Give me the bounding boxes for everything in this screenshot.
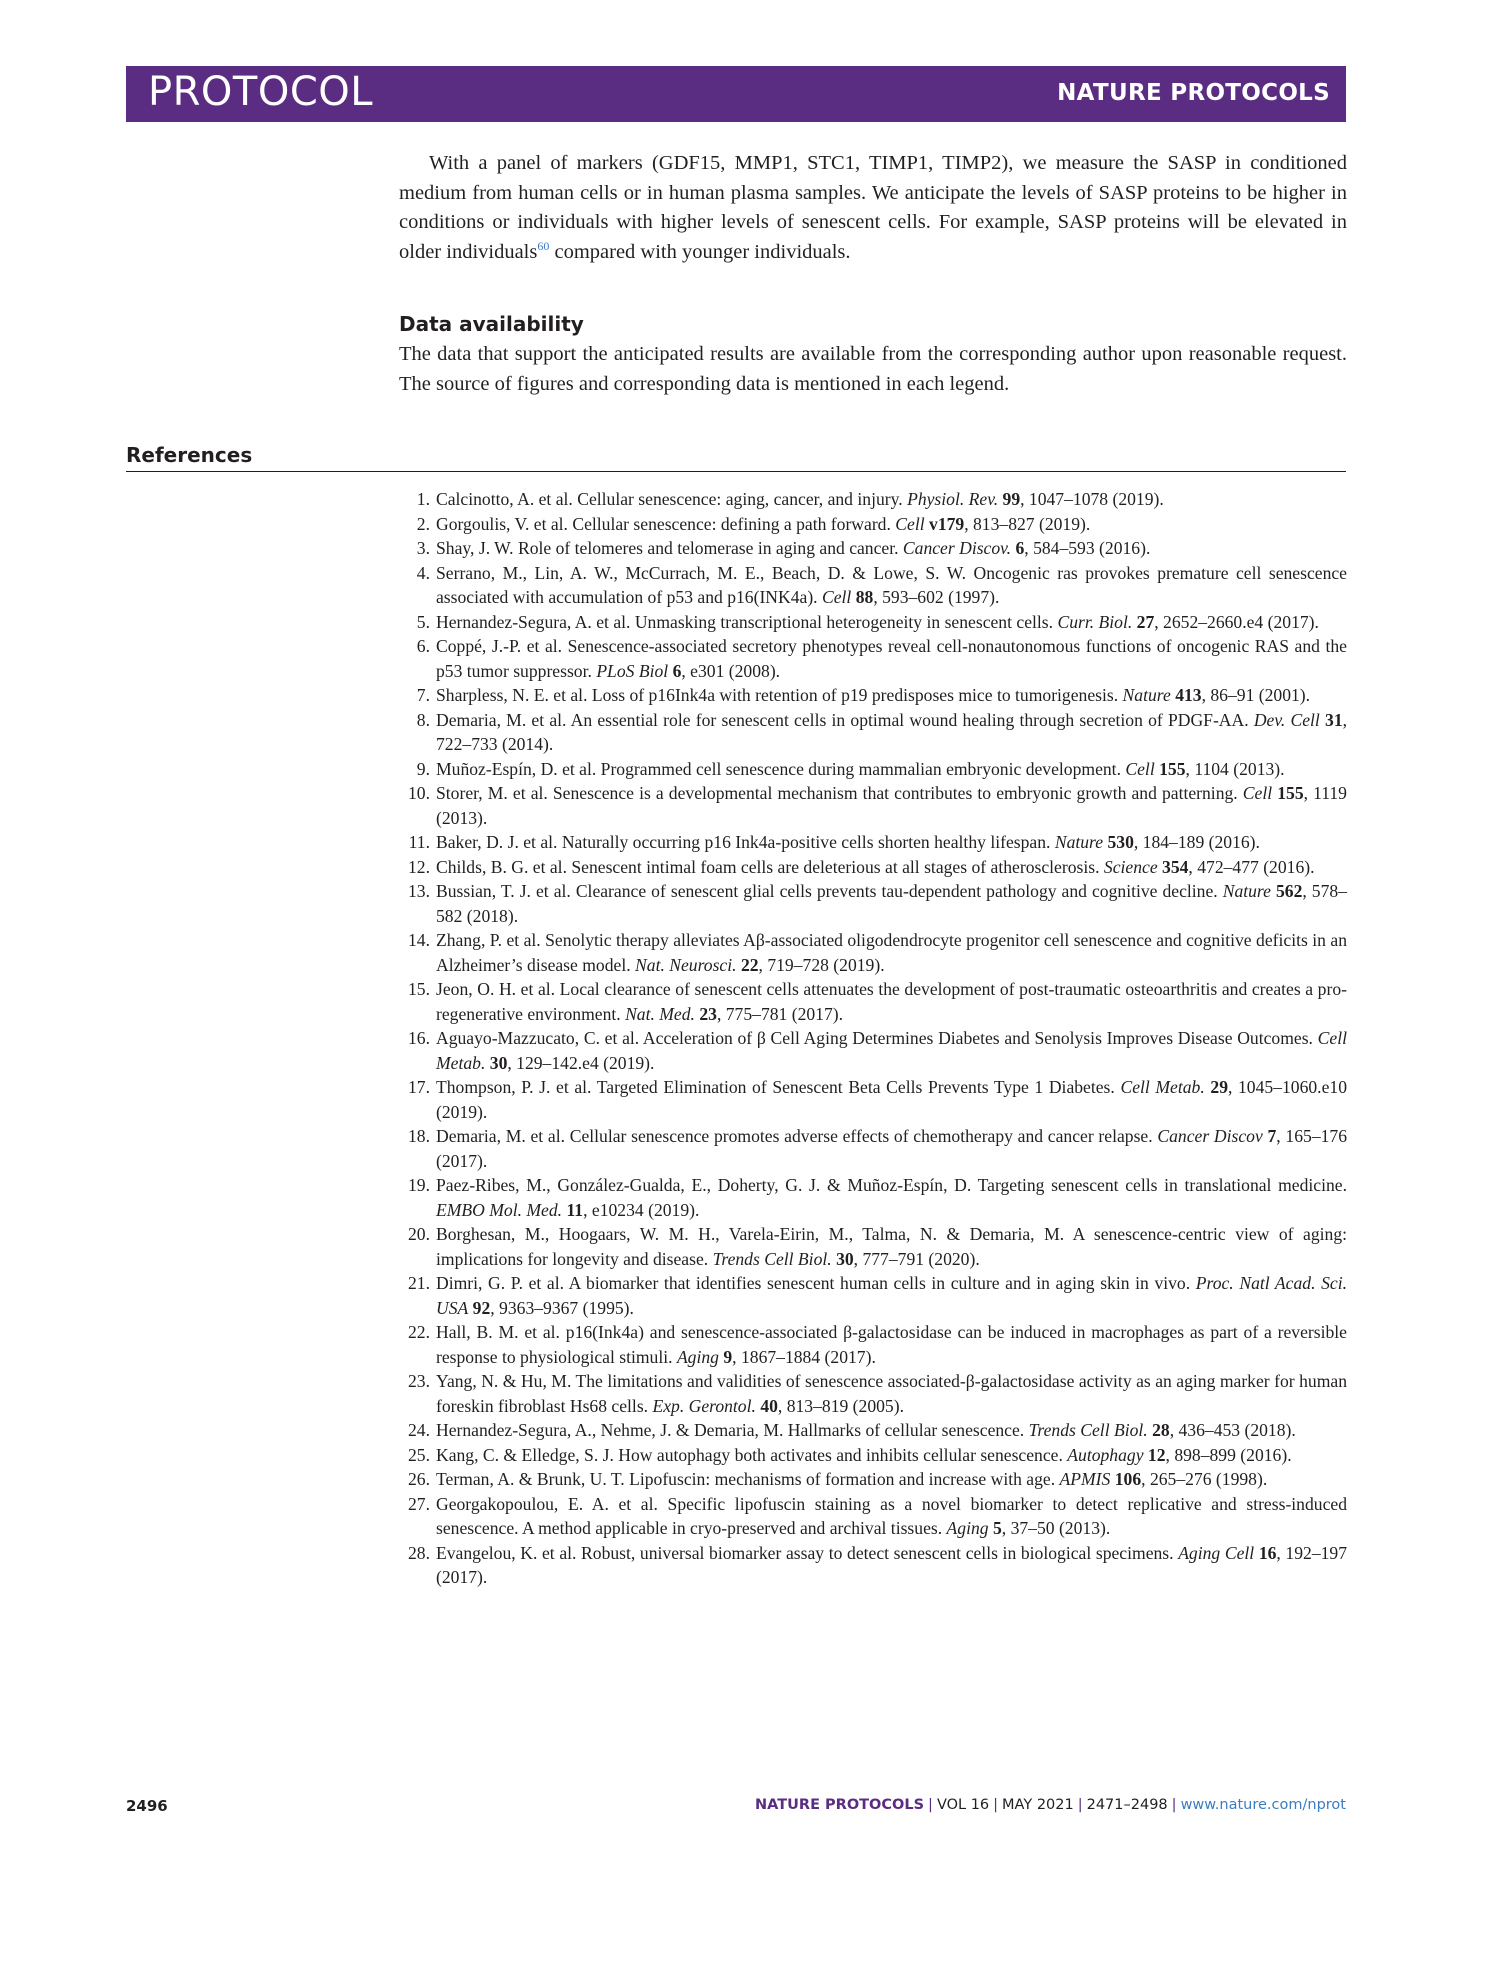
reference-journal: Autophagy [1067,1444,1144,1465]
reference-pages: , 86–91 (2001). [1201,685,1311,705]
reference-number: 22. [408,1322,430,1342]
reference-item [399,1026,1347,1075]
reference-item [399,1443,1347,1468]
reference-journal: Nature [1054,832,1104,852]
reference-number: 16. [408,1028,430,1048]
reference-volume: 29 [1210,1077,1228,1097]
references-heading: References [126,443,253,467]
reference-pages: , 1119 (2013). [436,783,1347,828]
reference-number: 6. [416,636,430,656]
reference-volume: 22 [740,954,759,975]
reference-text: Shay, J. W. Role of telomeres and telomerase in aging and cancer. [436,538,899,558]
reference-journal: Aging [676,1346,719,1367]
reference-journal: Proc. Natl Acad. Sci. USA [436,1273,1347,1318]
reference-volume: 413 [1175,685,1202,705]
reference-number: 9. [416,758,430,779]
reference-journal: PLoS Biol [596,660,669,681]
reference-number: 10. [408,783,430,803]
header-banner [126,66,1346,122]
reference-pages: , 722–733 (2014). [436,709,1348,754]
reference-text: Georgakopoulou, E. A. et al. Specific lipofuscin staining as a novel biomarker to detect replicative and stress-induced senescence. A method applicable in cryo-preserved and archival tissues. [436,1493,1347,1538]
reference-number: 23. [408,1371,430,1391]
reference-text: Jeon, O. H. et al. Local clearance of senescent cells attenuates the development of post-traumatic osteoarthritis and creates a pro-regenerative environment. [436,979,1347,1024]
reference-text: Yang, N. & Hu, M. The limitations and validities of senescence associated-β-galactosidase activity as an aging marker for human foreskin fibroblast Hs68 cells. [436,1371,1347,1416]
reference-journal: Nat. Neurosci. [635,954,737,975]
reference-item [399,1075,1347,1124]
reference-journal: APMIS [1059,1469,1111,1489]
reference-pages: , 593–602 (1997). [873,587,1000,607]
reference-journal: Dev. Cell [1253,709,1320,730]
reference-volume: 12 [1147,1444,1166,1465]
reference-pages: , 129–142.e4 (2019). [507,1052,655,1073]
reference-item [399,1369,1347,1418]
reference-text: Hall, B. M. et al. p16(Ink4a) and senescence-associated β-galactosidase can be induced in macrophages as part of a reversible response to physiological stimuli. [436,1322,1347,1367]
reference-volume: 28 [1152,1420,1170,1440]
reference-volume: 562 [1275,881,1303,901]
reference-text: Childs, B. G. et al. Senescent intimal foam cells are deleterious at all stages of atherosclerosis. [436,856,1100,877]
reference-item [399,1124,1347,1173]
reference-text: Hernandez-Segura, A. et al. Unmasking transcriptional heterogeneity in senescent cells. [436,611,1054,632]
reference-item [399,1418,1347,1443]
reference-item [399,512,1347,537]
reference-pages: , 436–453 (2018). [1169,1420,1296,1440]
reference-text: Aguayo-Mazzucato, C. et al. Acceleration of β Cell Aging Determines Diabetes and Senolysis Improves Disease Outcomes. [436,1028,1313,1048]
reference-pages: , 1104 (2013). [1185,758,1285,779]
reference-journal: Science [1103,856,1158,877]
reference-number: 15. [408,979,430,999]
reference-item [399,1271,1347,1320]
reference-volume: 530 [1107,832,1134,852]
reference-volume: 30 [836,1248,854,1269]
reference-text: Sharpless, N. E. et al. Loss of p16Ink4a with retention of p19 predisposes mice to tumorigenesis. [436,685,1119,705]
reference-text: Storer, M. et al. Senescence is a developmental mechanism that contributes to embryonic growth and patterning. [436,783,1238,803]
reference-item [399,1320,1347,1369]
reference-pages: , 265–276 (1998). [1141,1469,1268,1489]
reference-text: Muñoz-Espín, D. et al. Programmed cell senescence during mammalian embryonic development. [436,758,1121,779]
reference-item [399,781,1347,830]
reference-pages: , 2652–2660.e4 (2017). [1154,611,1319,632]
reference-journal: EMBO Mol. Med. [436,1199,563,1220]
reference-volume: 6 [1015,538,1025,558]
reference-volume: 7 [1267,1126,1277,1146]
reference-volume: 5 [992,1518,1002,1538]
reference-volume: 99 [1002,489,1021,509]
reference-pages: , 165–176 (2017). [436,1126,1347,1171]
reference-volume: 9 [723,1346,733,1367]
reference-text: Baker, D. J. et al. Naturally occurring p16 Ink4a-positive cells shorten healthy lifespan. [436,832,1051,852]
reference-text: Terman, A. & Brunk, U. T. Lipofuscin: mechanisms of formation and increase with age. [436,1469,1056,1489]
reference-text: Gorgoulis, V. et al. Cellular senescence: defining a path forward. [436,513,891,534]
reference-pages: , 584–593 (2016). [1024,538,1151,558]
reference-number: 1. [416,489,430,509]
reference-text: Kang, C. & Elledge, S. J. How autophagy both activates and inhibits cellular senescence. [436,1444,1063,1465]
reference-journal: Cancer Discov [1157,1126,1263,1146]
reference-volume: 354 [1162,856,1189,877]
reference-number: 11. [408,832,430,852]
reference-number: 7. [416,685,430,705]
reference-journal: Exp. Gerontol. [652,1395,756,1416]
reference-volume: 11 [566,1199,584,1220]
reference-volume: 92 [472,1297,491,1318]
reference-item [399,1173,1347,1222]
reference-volume: 6 [672,660,682,681]
reference-text: Demaria, M. et al. An essential role for senescent cells in optimal wound healing through secretion of PDGF-AA. [436,709,1249,730]
reference-item [399,610,1347,635]
reference-item [399,536,1347,561]
reference-pages: , 192–197 (2017). [436,1542,1348,1587]
reference-text: Paez-Ribes, M., González-Gualda, E., Doherty, G. J. & Muñoz-Espín, D. Targeting senescent cells in translational medicine. [436,1175,1347,1195]
reference-pages: , 1045–1060.e10 (2019). [436,1077,1347,1122]
reference-number: 2. [416,513,430,534]
reference-number: 26. [408,1469,430,1489]
journal-name-label: NATURE PROTOCOLS [1057,80,1330,106]
reference-pages: , 777–791 (2020). [853,1248,980,1269]
reference-number: 14. [408,930,430,950]
reference-item [399,928,1347,977]
reference-journal: Nature [1122,685,1171,705]
reference-item [399,683,1347,708]
reference-item [399,634,1347,683]
reference-pages: , 37–50 (2013). [1001,1518,1111,1538]
reference-item [399,1467,1347,1492]
reference-volume: 106 [1114,1469,1142,1489]
reference-journal: Curr. Biol. [1057,611,1133,632]
reference-number: 20. [408,1224,430,1244]
reference-number: 24. [408,1420,430,1440]
reference-journal: Cancer Discov. [902,538,1012,558]
reference-number: 21. [408,1273,430,1293]
reference-journal: Trends Cell Biol. [1028,1420,1148,1440]
reference-journal: Trends Cell Biol. [712,1248,832,1269]
data-availability-text: The data that support the anticipated results are available from the corresponding author upon reasonable request. The source of figures and corresponding data is mentioned in each legend. [399,343,1347,395]
reference-number: 12. [408,856,430,877]
reference-item [399,1222,1347,1271]
reference-pages: , 898–899 (2016). [1165,1444,1292,1465]
reference-journal: Cell Metab. [436,1028,1347,1073]
citation-link[interactable]: 60 [537,238,550,253]
reference-journal: Cell [821,587,852,607]
intro-paragraph: With a panel of markers (GDF15, MMP1, STC1, TIMP1, TIMP2), we measure the SASP in conditioned medium from human cells or in human plasma samples. We anticipate the levels of SASP proteins to be higher in conditions or individuals with higher levels of senescent cells. For example, SASP proteins will be elevated in older individuals$^{60}$ compared with younger individuals. [399,152,1347,263]
reference-pages: , 813–827 (2019). [964,513,1091,534]
reference-text: Calcinotto, A. et al. Cellular senescence: aging, cancer, and injury. [436,489,903,509]
reference-text: Dimri, G. P. et al. A biomarker that identifies senescent human cells in culture and in aging skin in vivo. [436,1273,1191,1293]
reference-volume: 155 [1159,758,1186,779]
reference-item [399,830,1347,855]
reference-text: Zhang, P. et al. Senolytic therapy alleviates Aβ-associated oligodendrocyte progenitor cell senescence and cognitive deficits in an Alzheimer’s disease model. [436,930,1347,975]
reference-volume: 30 [489,1052,508,1073]
reference-item [399,561,1347,610]
reference-number: 27. [408,1493,430,1514]
reference-pages: , 9363–9367 (1995). [490,1297,634,1318]
reference-pages: , e301 (2008). [681,660,781,681]
reference-volume: 27 [1136,611,1155,632]
reference-number: 19. [408,1175,430,1195]
reference-pages: , 719–728 (2019). [758,954,885,975]
reference-volume: v179 [929,513,965,534]
reference-volume: 155 [1277,783,1304,803]
reference-journal: Aging [946,1518,989,1538]
references-divider [126,471,1346,472]
reference-journal: Nature [1222,881,1271,901]
reference-item [399,977,1347,1026]
reference-pages: , 578–582 (2018). [436,881,1347,926]
reference-text: Bussian, T. J. et al. Clearance of senescent glial cells prevents tau-dependent pathology and cognitive decline. [436,881,1218,901]
reference-number: 25. [408,1444,430,1465]
reference-item [399,708,1347,757]
reference-volume: 23 [699,1003,717,1024]
reference-text: Hernandez-Segura, A., Nehme, J. & Demaria, M. Hallmarks of cellular senescence. [436,1420,1025,1440]
reference-volume: 16 [1258,1542,1277,1563]
reference-text: Borghesan, M., Hoogaars, W. M. H., Varela-Eirin, M., Talma, N. & Demaria, M. A senescence-centric view of aging: implications for longevity and disease. [436,1224,1347,1269]
reference-number: 18. [408,1126,430,1146]
reference-journal: Cell Metab. [1120,1077,1205,1097]
reference-volume: 40 [760,1395,778,1416]
footer-pages: 2471–2498 [1086,1797,1168,1813]
reference-journal: Cell [1242,783,1273,803]
reference-item [399,1492,1347,1541]
reference-number: 4. [416,562,430,583]
footer-volume: VOL 16 [936,1797,990,1813]
reference-pages: , 1867–1884 (2017). [732,1346,876,1367]
reference-volume: 31 [1325,709,1343,730]
reference-journal: Nat. Med. [625,1003,695,1024]
reference-text: Serrano, M., Lin, A. W., McCurrach, M. E., Beach, D. & Lowe, S. W. Oncogenic ras provokes premature cell senescence associated with accumulation of p53 and p16(INK4a). [436,562,1347,607]
footer-url-link[interactable]: www.nature.com/nprot [1180,1797,1346,1813]
reference-number: 3. [416,538,430,558]
reference-pages: , e10234 (2019). [583,1199,700,1220]
article-type-label: PROTOCOL [148,69,374,115]
reference-journal: Cell [1125,758,1155,779]
reference-pages: , 184–189 (2016). [1133,832,1260,852]
reference-number: 28. [408,1542,430,1563]
reference-item [399,855,1347,880]
reference-number: 17. [408,1077,430,1097]
reference-volume: 88 [855,587,874,607]
references-list [399,487,1347,1590]
reference-journal: Aging Cell [1178,1542,1255,1563]
reference-text: Coppé, J.-P. et al. Senescence-associated secretory phenotypes reveal cell-nonautonomous functions of oncogenic RAS and the p53 tumor suppressor. [436,636,1347,681]
reference-number: 8. [416,709,430,730]
reference-text: Evangelou, K. et al. Robust, universal biomarker assay to detect senescent cells in biological specimens. [436,1542,1174,1563]
reference-pages: , 472–477 (2016). [1188,856,1315,877]
footer-date: MAY 2021 [1002,1797,1074,1813]
page-number: 2496 [126,1797,168,1815]
reference-pages: , 1047–1078 (2019). [1020,489,1164,509]
reference-item [399,487,1347,512]
footer-journal: NATURE PROTOCOLS [755,1797,925,1813]
reference-number: 5. [416,611,430,632]
data-availability-heading: Data availability [399,312,584,336]
reference-journal: Physiol. Rev. [907,489,999,509]
reference-journal: Cell [895,513,925,534]
reference-item [399,879,1347,928]
reference-text: Thompson, P. J. et al. Targeted Elimination of Senescent Beta Cells Prevents Type 1 Diabetes. [436,1077,1115,1097]
reference-item [399,1541,1347,1590]
reference-pages: , 813–819 (2005). [777,1395,904,1416]
footer-citation: NATURE PROTOCOLS | VOL 16 | MAY 2021 | 2471–2498 | www.nature.com/nprot [755,1797,1346,1813]
reference-number: 13. [408,881,430,901]
reference-item [399,757,1347,782]
reference-pages: , 775–781 (2017). [716,1003,844,1024]
reference-text: Demaria, M. et al. Cellular senescence promotes adverse effects of chemotherapy and cancer relapse. [436,1126,1153,1146]
